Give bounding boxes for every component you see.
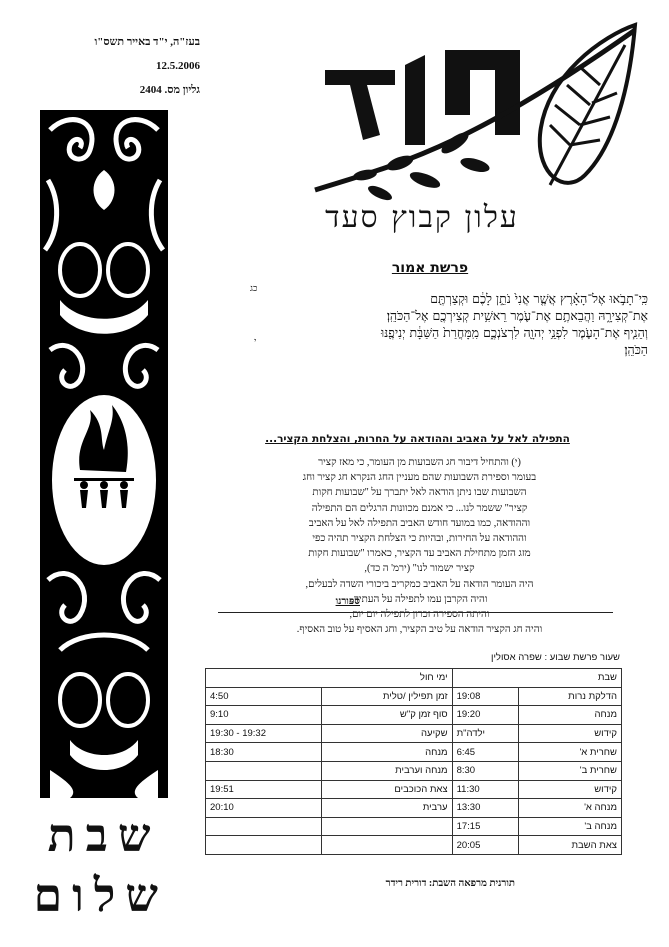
table-row bbox=[206, 743, 622, 762]
scripture-passage bbox=[258, 290, 648, 358]
duty-nurse-line: תורנית מרפאה השבת: דורית רידר bbox=[385, 878, 515, 889]
shabbat-shalom-text bbox=[33, 805, 168, 925]
article-line: קציר" ששמר לנו... כי אמנם מכוונות הרגלים הם התפילה bbox=[311, 502, 528, 514]
masthead-logo bbox=[305, 15, 645, 215]
scripture-line: אֶת־קְצִירָ֑הּ וַהֲבֵאתֶ֥ם אֶת־עֹ֛מֶר רֵאשִׁ֥ית קְצִירְכֶ֖ם אֶל־הַכֹּהֵֽן׃ bbox=[386, 308, 648, 323]
shabbat-label-cell: מנחה bbox=[519, 706, 622, 725]
article-line: והיה חג הקציר הודאה על טיב הקציר, וחג האסיף על טוב האסיף. bbox=[296, 624, 543, 636]
article-line: וההודאה על החירות, ובהיות כי הצלחת הקציר תהיה כפי bbox=[312, 533, 527, 545]
article-line: והיה הקרבן עמו לתפילה על העתיד, bbox=[351, 593, 488, 605]
weekday-label-cell: מנחה bbox=[321, 743, 452, 762]
verse-marker: י bbox=[254, 337, 257, 347]
article-line: וההודאה, כמו במועד חודש האביב התפילה לאל על האביב bbox=[308, 517, 531, 529]
date-gregorian: 12.5.2006 bbox=[156, 60, 200, 72]
weekday-label-cell: שקיעה bbox=[321, 724, 452, 743]
weekday-header: ימי חול bbox=[206, 669, 453, 688]
scripture-line: כִּֽי־תָבֹ֣אוּ אֶל־הָאָ֗רֶץ אֲשֶׁ֤ר אֲנִי֙ נֹתֵ֣ן לָכֶ֔ם וּקְצַרְתֶּ֖ם bbox=[430, 291, 648, 306]
article-title: התפילה לאל על האביב וההודאה על החרות, והצלחת הקציר... bbox=[265, 433, 570, 445]
issue-number: גליון מס. 2404 bbox=[139, 84, 200, 96]
table-row bbox=[206, 799, 622, 818]
shabbat-header: שבת bbox=[452, 669, 621, 688]
leaf-branch-logo-icon bbox=[305, 15, 645, 215]
weekday-time-cell: 18:30 bbox=[206, 743, 322, 762]
weekday-time-cell bbox=[206, 817, 322, 836]
weekday-label-cell: סוף זמן ק"ש bbox=[321, 706, 452, 725]
table-header-row bbox=[206, 669, 622, 688]
article-body bbox=[222, 455, 617, 637]
weekday-time-cell: 4:50 bbox=[206, 687, 322, 706]
article-line: מזג הזמן מתחילת האביב עד הקציר, כאמרו "שבועות חקות bbox=[308, 548, 531, 560]
date-hebrew: בעז"ה, י"ד באייר תשס"ו bbox=[94, 36, 200, 48]
shabbat-label-cell: שחרית א' bbox=[519, 743, 622, 762]
shabbat-label-cell: קידוש bbox=[519, 780, 622, 799]
shabbat-line-1: שבת bbox=[47, 808, 161, 862]
shabbat-label-cell: מנחה ב' bbox=[519, 817, 622, 836]
shabbat-line-2: שלום bbox=[33, 868, 168, 922]
article-line: והיתה הספירה זכרון לתפילה יום יום, bbox=[349, 609, 490, 621]
table-row bbox=[206, 836, 622, 855]
shabbat-label-cell: הדלקת נרות bbox=[519, 687, 622, 706]
ornamental-side-panel bbox=[40, 110, 168, 798]
weekday-time-cell bbox=[206, 761, 322, 780]
weekday-label-cell: ערבית bbox=[321, 799, 452, 818]
shabbat-time-cell: 8:30 bbox=[452, 761, 519, 780]
shabbat-label-cell: מנחה א' bbox=[519, 799, 622, 818]
newsletter-subtitle: עלון קבוץ סעד bbox=[325, 200, 519, 235]
prayer-times-table bbox=[205, 668, 622, 855]
scripture-line: וְהֵנִ֧יף אֶת־הָעֹ֛מֶר לִפְנֵ֥י יְהוָ֖ה לִרְצֹנְכֶ֑ם מִֽמָּחֳרַת֙ הַשַּׁבָּ֔ת יְנִיפֶ֖נּוּ bbox=[381, 325, 648, 340]
table-row bbox=[206, 780, 622, 799]
weekday-label-cell: צאת הכוכבים bbox=[321, 780, 452, 799]
article-line: קציר ישמור לנו" (ירמ' ה כד), bbox=[364, 563, 475, 575]
article-signature: ספורנו bbox=[335, 596, 360, 607]
article-line: בעומר וספירת השבועות שהם מעניין החג הנקרא חג קציר וחג bbox=[302, 472, 537, 484]
section-divider bbox=[218, 612, 613, 613]
article-line: היה העומר הודאה על האביב כמקריב ביכורי השדה לבעלים, bbox=[305, 578, 534, 590]
article-line: השבועות שבו ניתן הודאה לאל יתברך על "שבועות חקות bbox=[312, 487, 527, 499]
table-row bbox=[206, 706, 622, 725]
shabbat-time-cell: 20:05 bbox=[452, 836, 519, 855]
shabbat-time-cell: ילדה"ת bbox=[452, 724, 519, 743]
shabbat-label-cell: צאת השבת bbox=[519, 836, 622, 855]
weekday-time-cell: 19:30 - 19:32 bbox=[206, 724, 322, 743]
shabbat-label-cell: קידוש bbox=[519, 724, 622, 743]
verse-marker: כג bbox=[250, 284, 258, 294]
weekday-time-cell: 9:10 bbox=[206, 706, 322, 725]
ornament-illustration bbox=[40, 110, 168, 798]
weekday-label-cell: מנחה וערבית bbox=[321, 761, 452, 780]
shabbat-time-cell: 11:30 bbox=[452, 780, 519, 799]
shabbat-time-cell: 19:08 bbox=[452, 687, 519, 706]
shabbat-label-cell: שחרית ב' bbox=[519, 761, 622, 780]
parasha-title: פרשת אמור bbox=[391, 260, 469, 276]
table-row bbox=[206, 761, 622, 780]
shabbat-time-cell: 19:20 bbox=[452, 706, 519, 725]
table-row bbox=[206, 724, 622, 743]
weekday-time-cell: 20:10 bbox=[206, 799, 322, 818]
weekly-lesson-line: שעור פרשת שבוע : שפרה אסולין bbox=[491, 652, 620, 663]
shabbat-time-cell: 13:30 bbox=[452, 799, 519, 818]
weekday-label-cell bbox=[321, 836, 452, 855]
scripture-line: הַכֹּהֵֽן׃ bbox=[624, 342, 648, 357]
weekday-label-cell: זמן תפילין /טלית bbox=[321, 687, 452, 706]
weekday-time-cell: 19:51 bbox=[206, 780, 322, 799]
shabbat-time-cell: 17:15 bbox=[452, 817, 519, 836]
table-row bbox=[206, 687, 622, 706]
issue-meta bbox=[70, 30, 200, 102]
weekday-label-cell bbox=[321, 817, 452, 836]
article-line: (י) והתחיל דיבור חג השבועות מן העומר, כי מאז קציר bbox=[318, 457, 521, 468]
weekday-time-cell bbox=[206, 836, 322, 855]
shabbat-time-cell: 6:45 bbox=[452, 743, 519, 762]
table-row bbox=[206, 817, 622, 836]
